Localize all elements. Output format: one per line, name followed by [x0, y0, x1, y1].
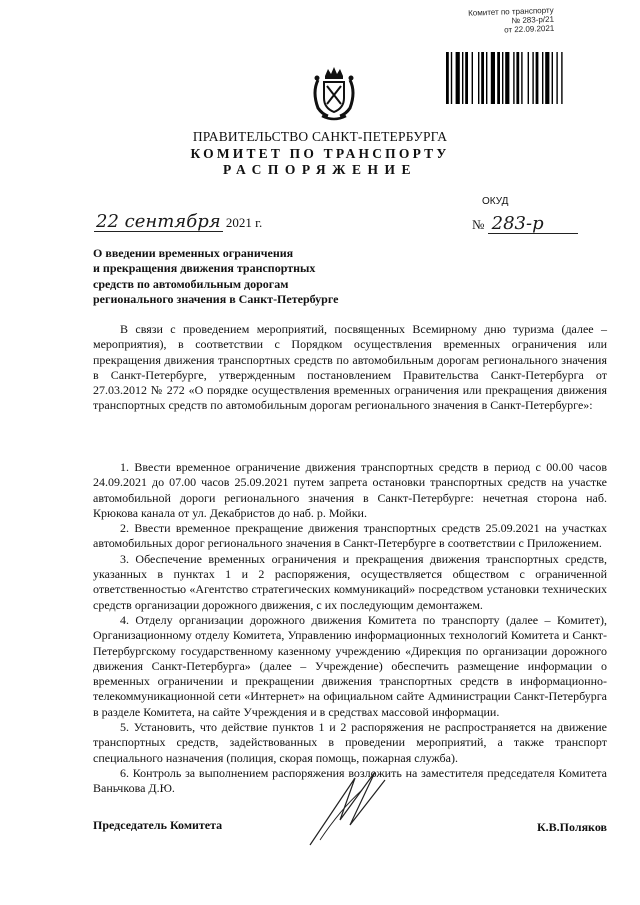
document-subject: [93, 246, 353, 308]
handwritten-number: 283-р: [488, 215, 578, 234]
order-item: 3. Обеспечение временных ограничения и прекращения движения транспортных средств, указанных в пунктах 1 и 2 распоряжения, осуществляется обществом с ограниченной ответственностью «Агентство стратегических коммуникаций» посредством установки технических средств организации дорожного движения, с их последующим демонтажем.: [93, 551, 607, 612]
order-item: 2. Ввести временное прекращение движения транспортных средств 25.09.2021 на участках автомобильных дорог регионального значения в Санкт-Петербурге в соответствии с Приложением.: [93, 521, 607, 551]
registration-stamp: [424, 6, 555, 38]
government-title: ПРАВИТЕЛЬСТВО САНКТ-ПЕТЕРБУРГА: [192, 129, 448, 144]
subject-line-2: и прекращения движения транспортных: [93, 261, 316, 276]
order-item: 6. Контроль за выполнением распоряжения возложить на заместителя председателя Комитета Ваньчкова Д.Ю.: [93, 765, 607, 796]
stamp-line-2: № 283-р/21: [511, 14, 555, 26]
subject-line-3: средств по автомобильным дорогам: [93, 276, 289, 291]
document-date: [94, 213, 262, 232]
subject-line-4: регионального значения в Санкт-Петербурге: [93, 292, 339, 307]
order-item: 5. Установить, что действие пунктов 1 и 2 распоряжения не распространяется на движение транспортных средств, задействованных в проведении мероприятий, а также транспорт специального назначения (полиция, скорая помощь, пожарная служба).: [93, 720, 607, 765]
coat-of-arms-emblem: [308, 66, 360, 124]
date-year: 2021 г.: [225, 215, 263, 230]
stamp-line-3: от 22.09.2021: [503, 23, 555, 35]
document-type: РАСПОРЯЖЕНИЕ: [222, 162, 418, 177]
stamp-line-1: Комитет по транспорту: [468, 5, 554, 18]
signatory-name: К.В.Поляков: [536, 820, 607, 834]
okud-label: ОКУД: [482, 196, 509, 207]
order-items: [93, 460, 607, 797]
order-item: 4. Отделу организации дорожного движения Комитета по транспорту (далее – Комитет), Организационному отделу Комитета, Управлению информационных технологий Комитета и Санкт-Петербургскому государственному казенному учреждению «Дирекция по организации дорожного движения Санкт-Петербурга» (далее – Учреждение) обеспечить размещение информации о временных ограничении и прекращении движения транспортных средств в информационно-телекоммуникационной сети «Интернет» на официальном сайте Администрации Санкт-Петербурга в разделе Комитета, на сайте Учреждения и в средствах массовой информации.: [93, 612, 607, 719]
preamble-text: В связи с проведением мероприятий, посвященных Всемирному дню туризма (далее – мероприятия), в соответствии с Порядком осуществления временных ограничения или прекращения движения транспортных средств по автомобильным дорогам регионального значения в Санкт-Петербурге, утвержденным постановлением Правительства Санкт-Петербурга от 27.03.2012 № 272 «О порядке осуществления временных ограничения или прекращения движения транспортных средств по автомобильным дорогам регионального значения в Санкт-Петербурге»:: [93, 322, 607, 413]
barcode: [446, 52, 596, 104]
handwritten-date: 22 сентября: [96, 211, 221, 232]
document-number: [472, 215, 578, 234]
preamble: [93, 322, 607, 414]
handwritten-signature: [300, 770, 390, 850]
number-prefix: №: [472, 217, 485, 232]
order-item: 1. Ввести временное ограничение движения транспортных средств в период с 00.00 часов 24.09.2021 до 07.00 часов 25.09.2021 путем запрета остановки транспортных средств на участке автомобильной дороги регионального значения в Санкт-Петербурге: нечетная сторона наб. Крюкова канала от ул. Декабристов до наб. р. Мойки.: [93, 460, 607, 520]
subject-line-1: О введении временных ограничения: [93, 246, 294, 260]
signatory-position: Председатель Комитета: [93, 818, 223, 832]
committee-title: КОМИТЕТ ПО ТРАНСПОРТУ: [190, 146, 450, 161]
